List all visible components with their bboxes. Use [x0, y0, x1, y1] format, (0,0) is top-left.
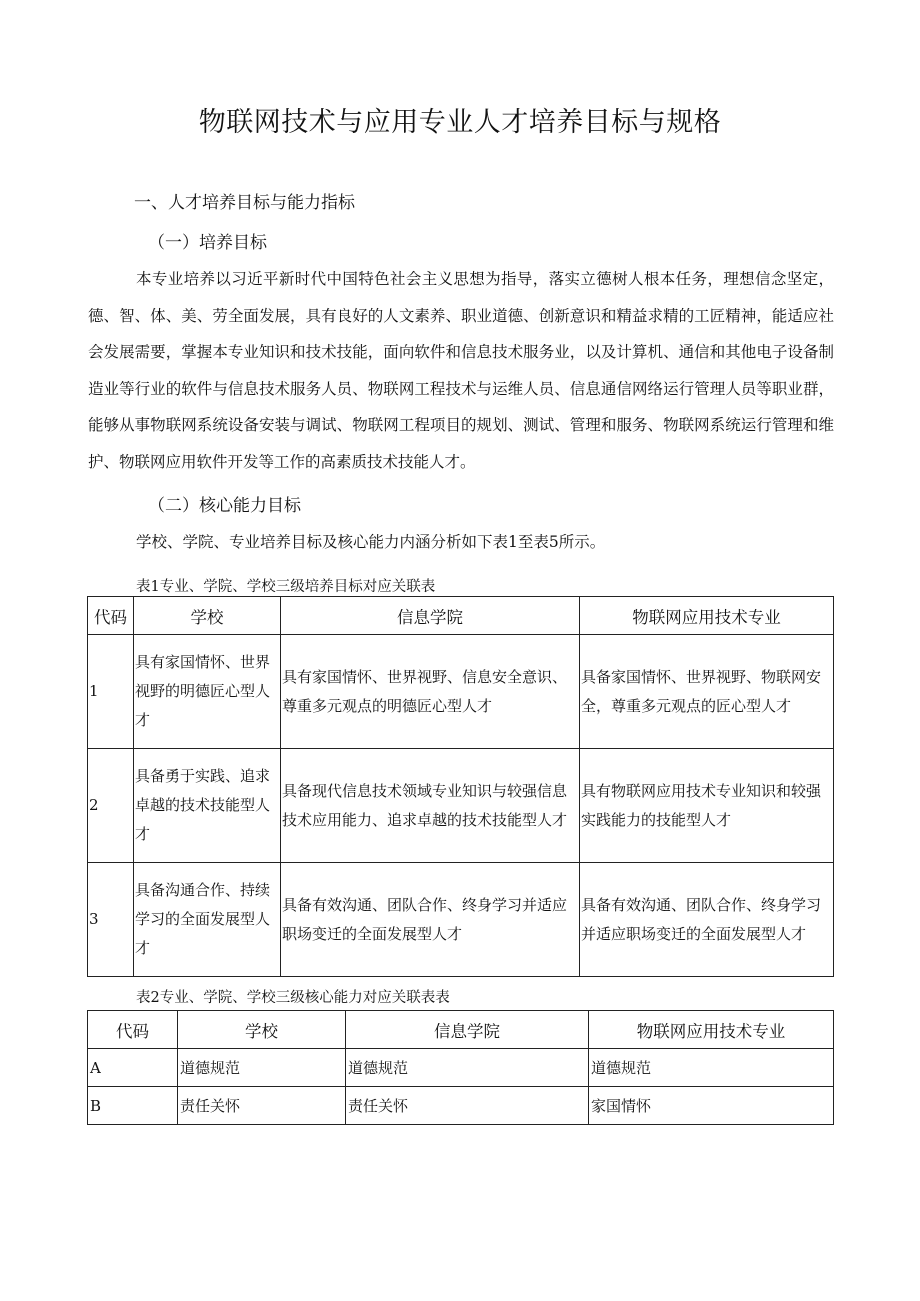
cell-school: 具有家国情怀、世界视野的明德匠心型人才	[134, 635, 281, 749]
header-school: 学校	[178, 1011, 346, 1049]
cell-college: 责任关怀	[346, 1087, 589, 1125]
table-header-row	[88, 597, 834, 635]
header-major: 物联网应用技术专业	[589, 1011, 834, 1049]
cell-school: 具备勇于实践、追求卓越的技术技能型人才	[134, 749, 281, 863]
cell-code: 2	[88, 749, 134, 863]
table-row	[88, 1049, 834, 1087]
table1-caption: 表1专业、学院、学校三级培养目标对应关联表	[136, 579, 436, 595]
cell-major: 道德规范	[589, 1049, 834, 1087]
header-major: 物联网应用技术专业	[580, 597, 834, 635]
table-row	[88, 1087, 834, 1125]
table-row	[88, 863, 834, 977]
cell-college: 具备现代信息技术领域专业知识与较强信息技术应用能力、追求卓越的技术技能型人才	[281, 749, 580, 863]
training-goals-table	[87, 596, 834, 977]
header-college: 信息学院	[281, 597, 580, 635]
cell-college: 道德规范	[346, 1049, 589, 1087]
cell-major: 具有物联网应用技术专业知识和较强实践能力的技能型人才	[580, 749, 834, 863]
table-row	[88, 749, 834, 863]
header-code: 代码	[88, 1011, 178, 1049]
goals-paragraph: 本专业培养以习近平新时代中国特色社会主义思想为指导，落实立德树人根本任务，理想信念坚定，德、智、体、美、劳全面发展，具有良好的人文素养、职业道德、创新意识和精益求精的工匠精神，能适应社会发展需要，掌握本专业知识和技术技能，面向软件和信息技术服务业，以及计算机、通信和其他电子设备制造业等行业的软件与信息技术服务人员、物联网工程技术与运维人员、信息通信网络运行管理人员等职业群，能够从事物联网系统设备安装与调试、物联网工程项目的规划、测试、管理和服务、物联网系统运行管理和维护、物联网应用软件开发等工作的高素质技术技能人才。	[88, 270, 834, 471]
cell-code: A	[88, 1049, 178, 1087]
cell-college: 具有家国情怀、世界视野、信息安全意识、尊重多元观点的明德匠心型人才	[281, 635, 580, 749]
cell-major: 家国情怀	[589, 1087, 834, 1125]
table2-caption: 表2专业、学院、学校三级核心能力对应关联表表	[136, 990, 450, 1006]
cell-code: 3	[88, 863, 134, 977]
section-heading: 一、人才培养目标与能力指标	[134, 193, 355, 213]
table-row	[88, 635, 834, 749]
cell-college: 具备有效沟通、团队合作、终身学习并适应职场变迁的全面发展型人才	[281, 863, 580, 977]
cell-school: 具备沟通合作、持续学习的全面发展型人才	[134, 863, 281, 977]
core-ability-table	[87, 1010, 834, 1125]
header-code: 代码	[88, 597, 134, 635]
subsection-heading-goals: （一）培养目标	[148, 233, 267, 253]
header-college: 信息学院	[346, 1011, 589, 1049]
intro-paragraph: 学校、学院、专业培养目标及核心能力内涵分析如下表1至表5所示。	[136, 533, 606, 551]
cell-code: 1	[88, 635, 134, 749]
header-school: 学校	[134, 597, 281, 635]
subsection-heading-core-ability: （二）核心能力目标	[148, 496, 301, 516]
cell-major: 具备家国情怀、世界视野、物联网安全，尊重多元观点的匠心型人才	[580, 635, 834, 749]
cell-major: 具备有效沟通、团队合作、终身学习并适应职场变迁的全面发展型人才	[580, 863, 834, 977]
cell-school: 责任关怀	[178, 1087, 346, 1125]
cell-code: B	[88, 1087, 178, 1125]
cell-school: 道德规范	[178, 1049, 346, 1087]
document-title: 物联网技术与应用专业人才培养目标与规格	[198, 107, 722, 138]
table-header-row	[88, 1011, 834, 1049]
